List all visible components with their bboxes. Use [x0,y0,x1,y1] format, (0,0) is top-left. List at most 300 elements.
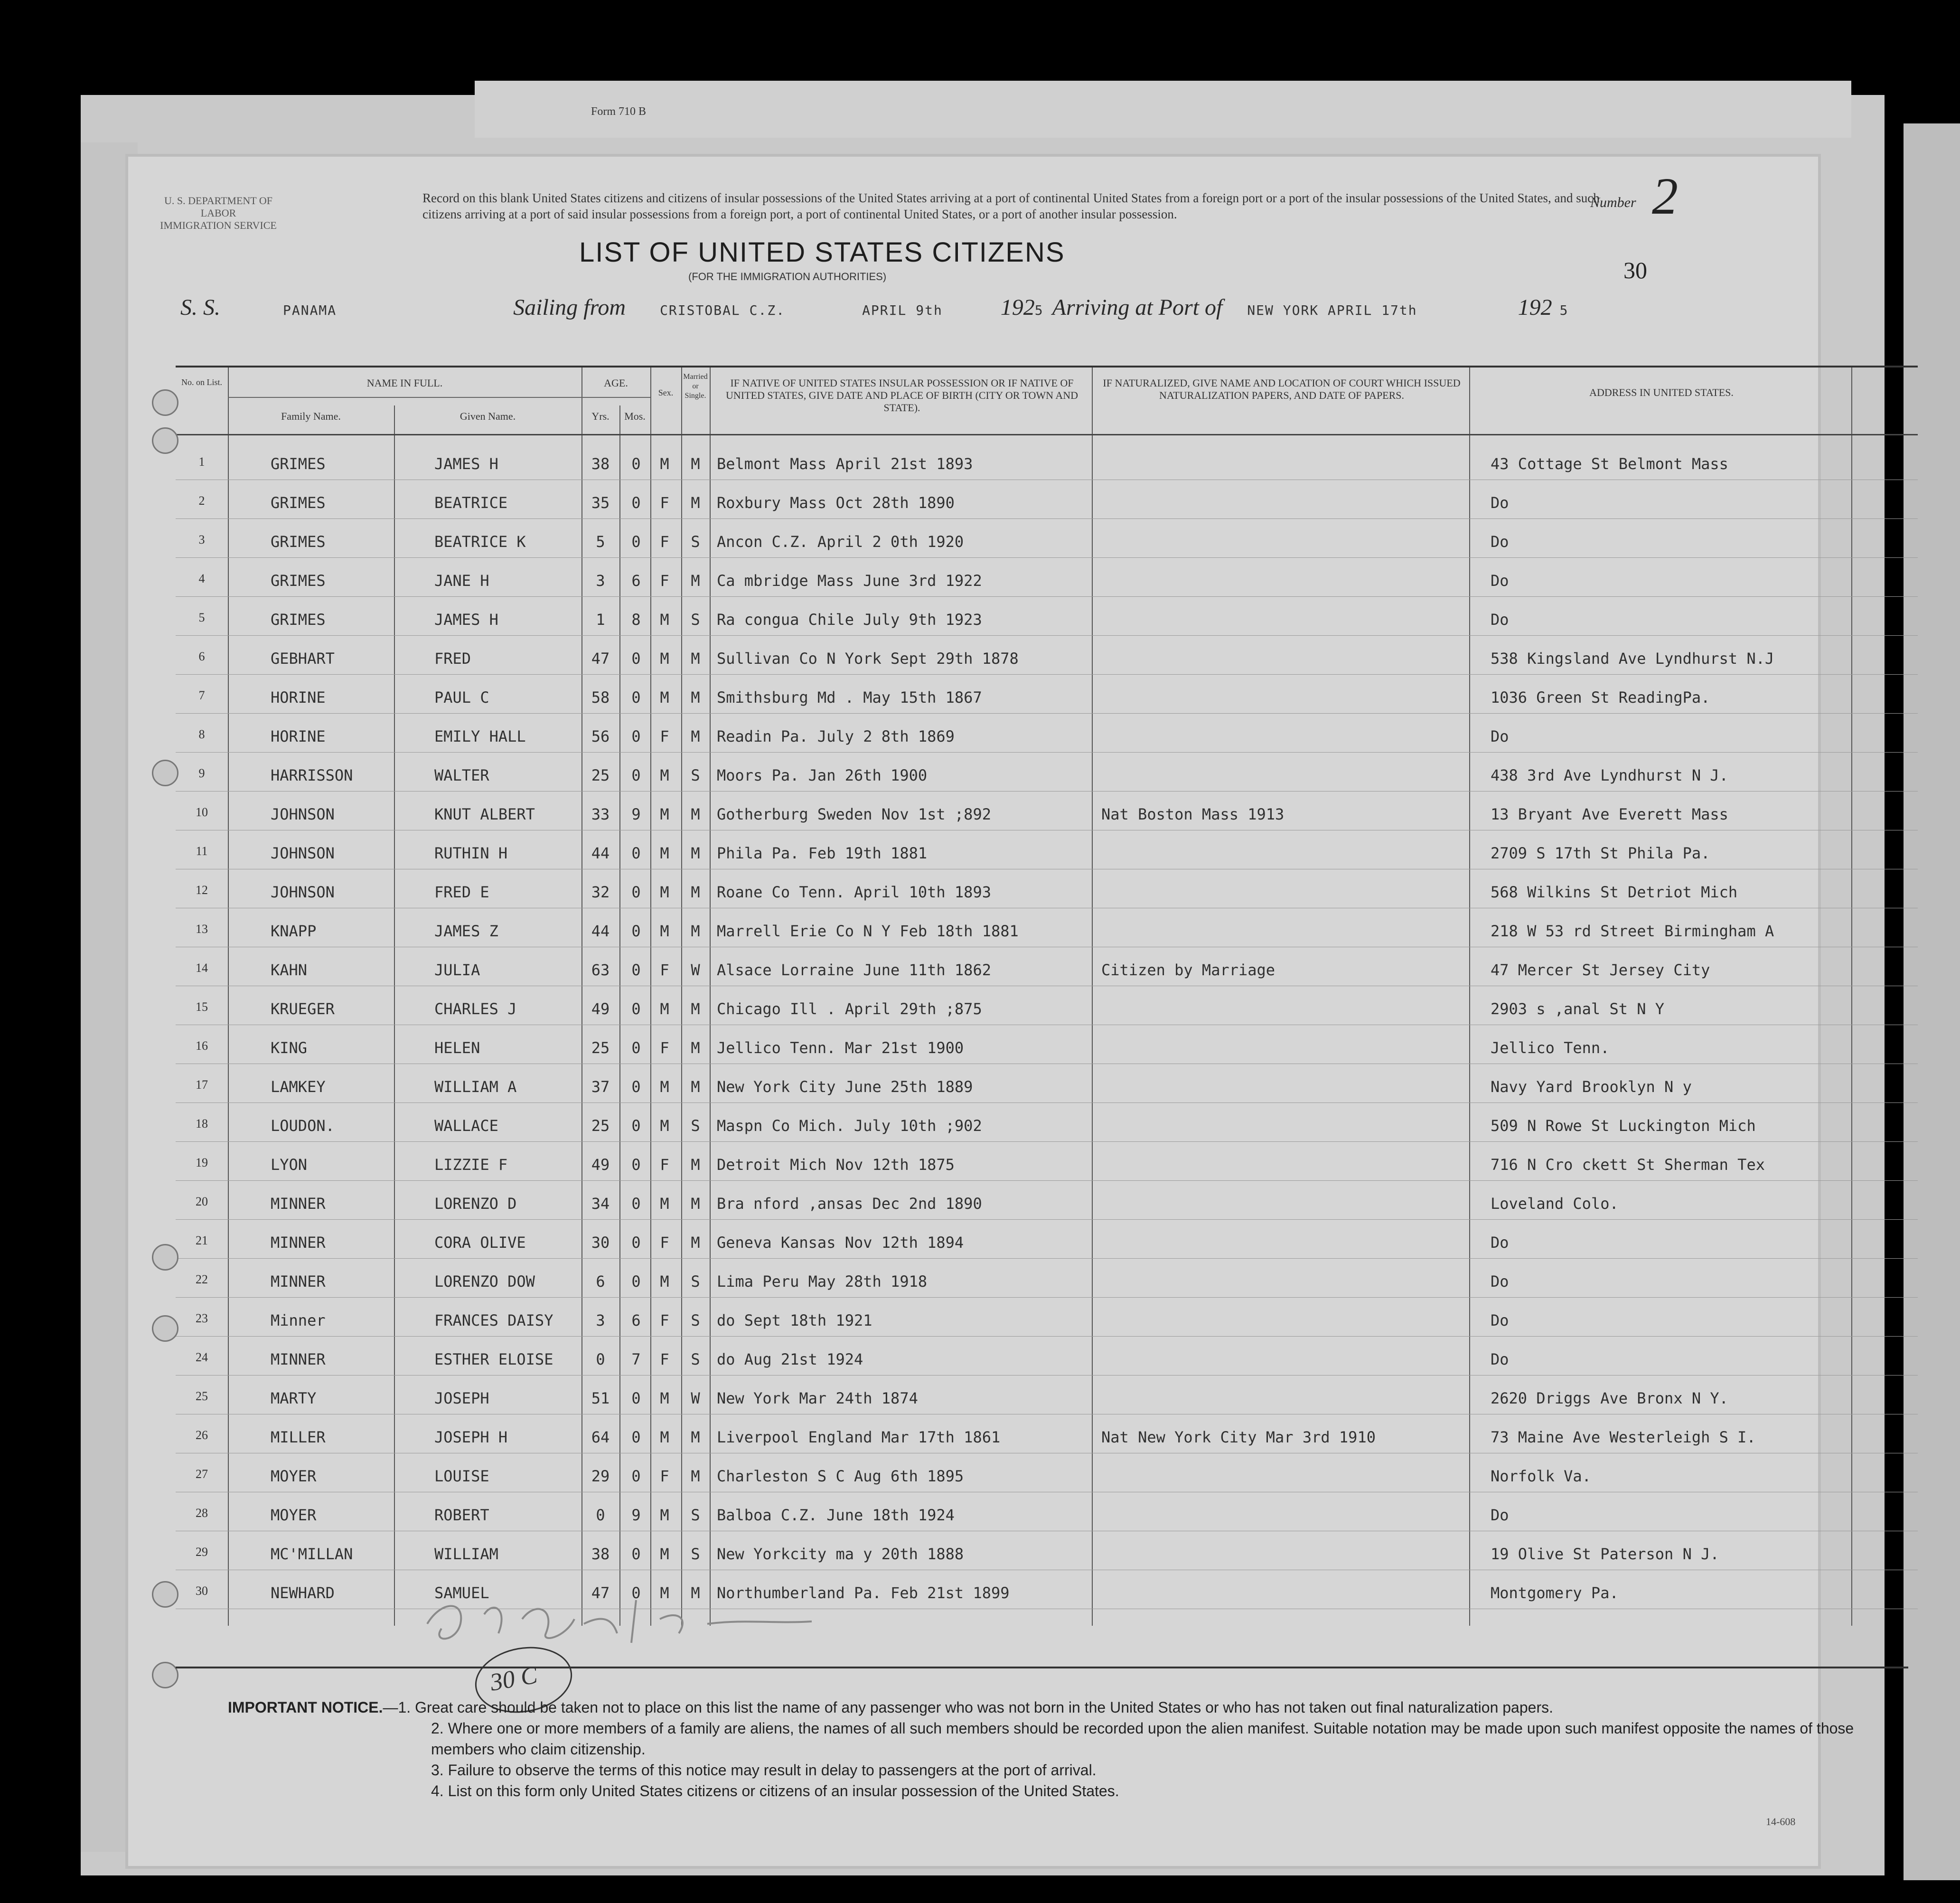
record-instructions: Record on this blank United States citizens and citizens of insular possessions of the United States arriving at a port of continental United States from a foreign port or a port of the insular possessions of the United States, and such citizens arriving at a port of said insular possessions from a foreign port, a port of continental United States, or a port of another insular possession. [422,191,1600,221]
cell-sex: M [660,455,669,473]
underlying-sheet-top [475,81,1851,138]
punch-hole [152,1315,178,1342]
form-number: Form 710 B [591,105,647,118]
header-given: Given Name. [460,410,516,422]
header-yrs: Yrs. [591,410,610,422]
cell-given: LOUISE [434,1467,489,1485]
row-rule [176,1141,1918,1142]
cell-no: 13 [196,922,208,936]
cell-addr: Do [1491,611,1509,629]
cell-family: KING [271,1039,308,1057]
cell-no: 12 [196,883,208,897]
cell-no: 22 [196,1272,208,1286]
cell-addr: Do [1491,1506,1509,1524]
cell-family: LYON [271,1156,308,1174]
cell-addr: 716 N Cro ckett St Sherman Tex [1491,1156,1765,1174]
cell-yrs: 38 [591,1545,610,1563]
cell-given: FRED E [434,883,489,901]
passenger-table [176,366,1918,1626]
cell-ms: M [691,1428,700,1446]
cell-given: WALLACE [434,1117,498,1135]
table-row [176,911,1918,949]
cell-birth: Chicago Ill . April 29th ;875 [717,1000,982,1018]
table-row [176,638,1918,676]
punch-hole [152,1244,178,1271]
cell-mos: 0 [631,1039,641,1057]
cell-sex: M [660,650,669,668]
cell-no: 29 [196,1545,208,1559]
year-digit-2: 5 [1559,302,1569,318]
cell-sex: M [660,688,669,707]
document-subtitle: (FOR THE IMMIGRATION AUTHORITIES) [688,271,887,283]
cell-yrs: 3 [596,572,605,590]
cell-yrs: 44 [591,844,610,862]
cell-family: MC'MILLAN [271,1545,353,1563]
cell-yrs: 0 [596,1506,605,1524]
cell-no: 6 [198,650,205,663]
cell-mos: 0 [631,1117,641,1135]
cell-given: JAMES H [434,455,498,473]
cell-sex: M [660,1428,669,1446]
cell-given: JAMES H [434,611,498,629]
cell-sex: M [660,922,669,940]
cell-no: 2 [198,494,205,508]
cell-given: WALTER [434,766,489,784]
cell-given: HELEN [434,1039,480,1057]
cell-addr: 438 3rd Ave Lyndhurst N J. [1491,766,1728,784]
cell-given: BEATRICE [434,494,508,512]
cell-birth: Ancon C.Z. April 2 0th 1920 [717,533,964,551]
cell-yrs: 1 [596,611,605,629]
table-row [176,560,1918,598]
cell-ms: M [691,1039,700,1057]
table-row [176,1222,1918,1260]
header-rule [581,397,650,398]
cell-ms: S [691,1545,700,1563]
cell-birth: Roane Co Tenn. April 10th 1893 [717,883,991,901]
cell-mos: 0 [631,1156,641,1174]
voyage-line [180,294,1568,320]
cell-sex: F [660,533,669,551]
cell-addr: 13 Bryant Ave Everett Mass [1491,805,1728,823]
header-name-in-full: NAME IN FULL. [366,377,443,389]
table-row [176,1027,1918,1065]
cell-sex: F [660,572,669,590]
cell-sex: M [660,844,669,862]
table-row [176,599,1918,637]
cell-given: LIZZIE F [434,1156,508,1174]
cell-sex: F [660,727,669,745]
date-from: APRIL 9th [862,302,943,318]
cell-addr: 2620 Driggs Ave Bronx N Y. [1491,1389,1728,1407]
cell-nat: Nat New York City Mar 3rd 1910 [1101,1428,1376,1446]
table-row [176,443,1918,481]
cell-birth: Smithsburg Md . May 15th 1867 [717,688,982,707]
cell-mos: 0 [631,1584,641,1602]
cell-addr: Do [1491,494,1509,512]
cell-mos: 7 [631,1350,641,1368]
cell-mos: 0 [631,1545,641,1563]
cell-sex: M [660,1272,669,1291]
cell-yrs: 51 [591,1389,610,1407]
cell-mos: 0 [631,844,641,862]
cell-no: 7 [198,688,205,702]
cell-family: KRUEGER [271,1000,335,1018]
cell-sex: M [660,1000,669,1018]
cell-family: JOHNSON [271,805,335,823]
cell-yrs: 44 [591,922,610,940]
cell-mos: 0 [631,650,641,668]
cell-given: ROBERT [434,1506,489,1524]
cell-no: 9 [198,766,205,780]
cell-family: MINNER [271,1234,326,1252]
sailing-label: Sailing from [513,295,626,320]
year-to [1518,295,1569,320]
notice-item-4: 4. List on this form only United States citizens or citizens of an insular possession of the United States. [431,1782,1119,1799]
cell-birth: Liverpool England Mar 17th 1861 [717,1428,1001,1446]
cell-given: JOSEPH H [434,1428,508,1446]
cell-birth: New York City June 25th 1889 [717,1078,973,1096]
cell-yrs: 32 [591,883,610,901]
cell-ms: M [691,922,700,940]
cell-addr: Montgomery Pa. [1491,1584,1619,1602]
cell-mos: 0 [631,1234,641,1252]
cell-mos: 0 [631,1389,641,1407]
cell-mos: 0 [631,883,641,901]
cell-given: WILLIAM [434,1545,498,1563]
cell-no: 16 [196,1039,208,1053]
cell-given: SAMUEL [434,1584,489,1602]
cell-yrs: 33 [591,805,610,823]
table-row [176,755,1918,793]
cell-ms: S [691,611,700,629]
table-row [176,1183,1918,1221]
cell-ms: S [691,766,700,784]
cell-birth: Jellico Tenn. Mar 21st 1900 [717,1039,964,1057]
cell-no: 24 [196,1350,208,1364]
row-rule [176,596,1918,597]
cell-addr: Navy Yard Brooklyn N y [1491,1078,1692,1096]
year-digit: 5 [1034,302,1044,318]
cell-family: GRIMES [271,572,326,590]
list-number: 2 [1652,167,1678,225]
row-rule [176,1258,1918,1259]
cell-sex: F [660,1311,669,1329]
cell-family: JOHNSON [271,883,335,901]
table-row [176,1300,1918,1338]
cell-addr: Do [1491,1350,1509,1368]
cell-no: 20 [196,1195,208,1208]
arriving-label: Arriving at Port of [1052,295,1223,320]
header-married: Married or Single. [683,373,708,400]
cell-family: GRIMES [271,611,326,629]
cell-given: FRANCES DAISY [434,1311,553,1329]
cell-sex: F [660,494,669,512]
important-notice [176,1667,1908,1858]
row-rule [176,1102,1918,1103]
header-address: ADDRESS IN UNITED STATES. [1589,386,1734,398]
header-no: No. on List. [181,377,222,387]
table-row [176,1066,1918,1104]
cell-no: 30 [196,1584,208,1598]
cell-ms: S [691,1117,700,1135]
punch-hole [152,760,178,786]
cell-ms: M [691,1195,700,1213]
manifest-sheet [128,157,1854,1866]
table-row [176,1378,1918,1416]
cell-no: 4 [198,572,205,585]
cell-birth: Balboa C.Z. June 18th 1924 [717,1506,955,1524]
cell-yrs: 56 [591,727,610,745]
cell-given: JULIA [434,961,480,979]
cell-no: 21 [196,1234,208,1247]
cell-ms: S [691,1506,700,1524]
cell-ms: M [691,572,700,590]
cell-mos: 0 [631,961,641,979]
cell-no: 3 [198,533,205,546]
cell-addr: Do [1491,727,1509,745]
cell-birth: New York Mar 24th 1874 [717,1389,918,1407]
cell-sex: M [660,805,669,823]
cell-birth: New Yorkcity ma y 20th 1888 [717,1545,964,1563]
cell-nat: Citizen by Marriage [1101,961,1275,979]
cell-yrs: 25 [591,1117,610,1135]
table-row [176,833,1918,871]
port-to: NEW YORK APRIL 17th [1247,302,1417,318]
cell-mos: 0 [631,727,641,745]
cell-addr: Do [1491,1272,1509,1291]
cell-addr: Do [1491,1234,1509,1252]
cell-ms: M [691,805,700,823]
cell-family: HORINE [271,727,326,745]
cell-no: 11 [196,844,208,858]
cell-mos: 0 [631,1078,641,1096]
cell-given: ESTHER ELOISE [434,1350,553,1368]
cell-family: MINNER [271,1195,326,1213]
cell-addr: Do [1491,533,1509,551]
cell-mos: 6 [631,572,641,590]
cell-yrs: 63 [591,961,610,979]
cell-yrs: 30 [591,1234,610,1252]
cell-no: 23 [196,1311,208,1325]
notice-label: IMPORTANT NOTICE. [228,1699,383,1716]
cell-mos: 0 [631,688,641,707]
cell-addr: 568 Wilkins St Detriot Mich [1491,883,1738,901]
table-row [176,1456,1918,1494]
cell-family: MILLER [271,1428,326,1446]
row-rule [176,752,1918,753]
cell-yrs: 25 [591,1039,610,1057]
cell-ms: M [691,727,700,745]
table-row [176,1144,1918,1182]
cell-yrs: 0 [596,1350,605,1368]
cell-addr: 218 W 53 rd Street Birmingham A [1491,922,1774,940]
punch-hole [152,1662,178,1688]
cell-birth: Maspn Co Mich. July 10th ;902 [717,1117,982,1135]
row-rule [176,518,1918,519]
punch-hole [152,389,178,416]
cell-ms: M [691,1467,700,1485]
cell-family: GRIMES [271,494,326,512]
cell-addr: 2709 S 17th St Phila Pa. [1491,844,1710,862]
number-label: Number [1590,195,1636,210]
cell-sex: F [660,1234,669,1252]
cell-given: EMILY HALL [434,727,526,745]
table-row [176,1417,1918,1455]
header-bottom-rule [176,434,1918,435]
header-family: Family Name. [281,410,341,422]
circled-note-text: 30 C [488,1661,540,1696]
cell-sex: F [660,1039,669,1057]
cell-sex: F [660,1350,669,1368]
table-row [176,482,1918,520]
cell-sex: F [660,1156,669,1174]
cell-addr: 19 Olive St Paterson N J. [1491,1545,1719,1563]
row-rule [176,1219,1918,1220]
ss-label: S. S. [180,295,220,320]
cell-sex: M [660,611,669,629]
cell-addr: Do [1491,572,1509,590]
header-mos: Mos. [624,410,646,422]
table-row [176,1495,1918,1533]
cell-given: CORA OLIVE [434,1234,526,1252]
cell-given: RUTHIN H [434,844,508,862]
cell-ms: M [691,844,700,862]
cell-birth: Belmont Mass April 21st 1893 [717,455,973,473]
table-row [176,950,1918,988]
cell-no: 5 [198,611,205,624]
header-rule [228,397,581,398]
cell-ms: M [691,1584,700,1602]
cell-no: 25 [196,1389,208,1403]
ship-name: PANAMA [283,302,337,318]
cell-mos: 8 [631,611,641,629]
cell-mos: 0 [631,1428,641,1446]
row-rule [176,635,1918,636]
cell-family: KAHN [271,961,308,979]
cell-given: JANE H [434,572,489,590]
cell-yrs: 5 [596,533,605,551]
cell-no: 1 [198,455,205,469]
cell-birth: Phila Pa. Feb 19th 1881 [717,844,928,862]
cell-sex: M [660,1506,669,1524]
cell-ms: S [691,1272,700,1291]
cell-given: PAUL C [434,688,489,707]
cell-family: KNAPP [271,922,317,940]
cell-mos: 9 [631,805,641,823]
cell-addr: Loveland Colo. [1491,1195,1619,1213]
cell-ms: M [691,1156,700,1174]
cell-sex: M [660,1195,669,1213]
cell-no: 17 [196,1078,208,1092]
cell-birth: Northumberland Pa. Feb 21st 1899 [717,1584,1010,1602]
cell-ms: S [691,1350,700,1368]
cell-ms: M [691,1000,700,1018]
year-prefix-2: 192 [1518,295,1552,320]
cell-sex: M [660,1117,669,1135]
table-row [176,872,1918,910]
cell-addr: 2903 s ,anal St N Y [1491,1000,1665,1018]
bottom-form-number: 14-608 [1766,1816,1796,1828]
cell-addr: 43 Cottage St Belmont Mass [1491,455,1728,473]
cell-given: WILLIAM A [434,1078,517,1096]
cell-mos: 0 [631,766,641,784]
cell-sex: M [660,1078,669,1096]
cell-birth: Geneva Kansas Nov 12th 1894 [717,1234,964,1252]
row-rule [176,557,1918,558]
row-rule [176,713,1918,714]
document-title: LIST OF UNITED STATES CITIZENS [579,237,1065,268]
row-rule [176,1297,1918,1298]
cell-mos: 0 [631,1000,641,1018]
table-row [176,989,1918,1027]
punch-hole [152,427,178,454]
cell-sex: F [660,961,669,979]
notice-item-1 [228,1697,1908,1718]
cell-ms: W [691,1389,700,1407]
cell-birth: Detroit Mich Nov 12th 1875 [717,1156,955,1174]
header-naturalized: IF NATURALIZED, GIVE NAME AND LOCATION OF COURT WHICH ISSUED NATURALIZATION PAPERS, AND DATE OF PAPERS. [1103,377,1461,401]
cell-nat: Nat Boston Mass 1913 [1101,805,1285,823]
cell-family: LOUDON. [271,1117,335,1135]
cell-ms: M [691,883,700,901]
row-rule [176,674,1918,675]
cell-ms: M [691,1078,700,1096]
cell-yrs: 49 [591,1000,610,1018]
header-age: AGE. [604,377,628,389]
cell-addr: Do [1491,1311,1509,1329]
cell-sex: M [660,1389,669,1407]
cell-birth: Sullivan Co N York Sept 29th 1878 [717,650,1019,668]
cell-yrs: 35 [591,494,610,512]
cell-family: JOHNSON [271,844,335,862]
year-prefix: 192 [1000,295,1035,320]
cell-family: MINNER [271,1350,326,1368]
cell-no: 19 [196,1156,208,1169]
cell-given: JAMES Z [434,922,498,940]
cell-no: 26 [196,1428,208,1442]
cell-family: Minner [271,1311,326,1329]
notice-item-3: 3. Failure to observe the terms of this notice may result in delay to passengers at the port of arrival. [431,1762,1097,1779]
cell-addr: 538 Kingsland Ave Lyndhurst N.J [1491,650,1774,668]
cell-given: LORENZO D [434,1195,517,1213]
cell-addr: 47 Mercer St Jersey City [1491,961,1710,979]
cell-yrs: 64 [591,1428,610,1446]
cell-no: 8 [198,727,205,741]
cell-birth: do Sept 18th 1921 [717,1311,872,1329]
cell-family: MOYER [271,1506,317,1524]
cell-family: HARRISSON [271,766,353,784]
cell-birth: Ra congua Chile July 9th 1923 [717,611,982,629]
cell-ms: S [691,1311,700,1329]
cell-yrs: 34 [591,1195,610,1213]
row-rule [176,1180,1918,1181]
cell-ms: M [691,1234,700,1252]
punch-hole [152,1581,178,1608]
cell-birth: Alsace Lorraine June 11th 1862 [717,961,991,979]
cell-family: MARTY [271,1389,317,1407]
cell-addr: 73 Maine Ave Westerleigh S I. [1491,1428,1756,1446]
cell-no: 14 [196,961,208,975]
cell-family: MINNER [271,1272,326,1291]
cell-sex: M [660,1584,669,1602]
cell-given: LORENZO DOW [434,1272,535,1291]
cell-addr: Jellico Tenn. [1491,1039,1610,1057]
cell-family: NEWHARD [271,1584,335,1602]
header-sex: Sex. [658,388,674,397]
table-row [176,716,1918,754]
cell-no: 18 [196,1117,208,1130]
